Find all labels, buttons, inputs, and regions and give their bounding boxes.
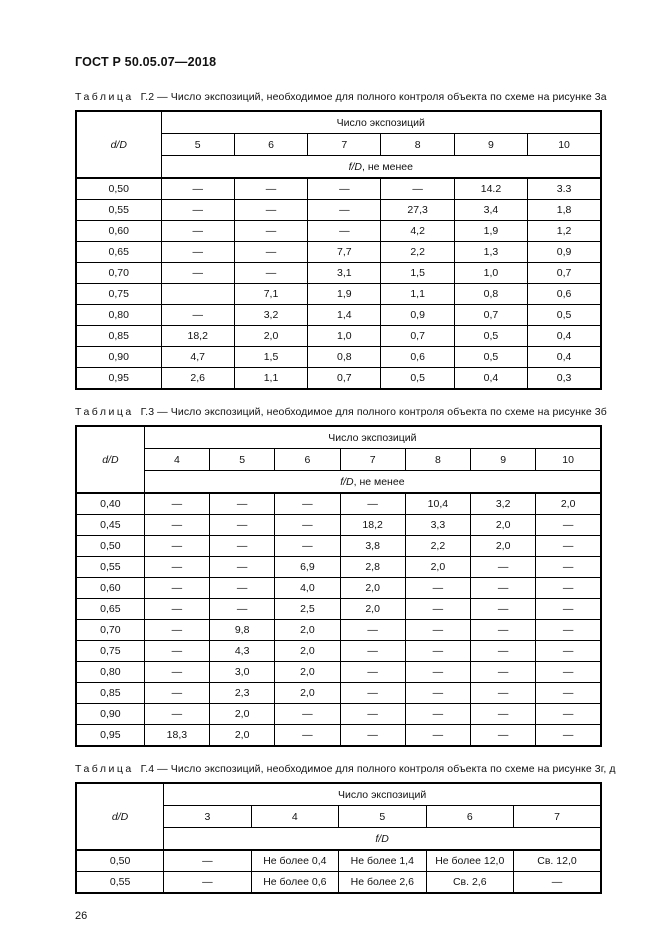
- table-row: [76, 368, 601, 390]
- table-cell: —: [405, 641, 470, 662]
- table-cell: —: [536, 620, 601, 641]
- table-row: [76, 493, 601, 515]
- row-header: 0,85: [76, 683, 144, 704]
- table-cell: —: [210, 515, 275, 536]
- table-cell: —: [405, 578, 470, 599]
- table-cell: —: [234, 263, 307, 284]
- table-cell: 4,7: [161, 347, 234, 368]
- subheader: f/D, не менее: [144, 471, 601, 494]
- table-cell: 2,0: [340, 599, 405, 620]
- table-caption-g2: [75, 91, 607, 103]
- column-header: 6: [275, 449, 340, 471]
- table-cell: —: [471, 620, 536, 641]
- row-header: 0,60: [76, 578, 144, 599]
- table-cell: —: [144, 599, 209, 620]
- table-cell: —: [536, 515, 601, 536]
- row-header: 0,75: [76, 284, 161, 305]
- table-cell: Не более 2,6: [339, 872, 426, 894]
- table-cell: —: [536, 662, 601, 683]
- column-header: 4: [144, 449, 209, 471]
- table-row: [76, 515, 601, 536]
- table-cell: —: [275, 704, 340, 725]
- table-cell: —: [144, 515, 209, 536]
- table-cell: —: [405, 620, 470, 641]
- table-row: [76, 872, 601, 894]
- table-cell: 1,9: [454, 221, 527, 242]
- table-g3: [75, 425, 602, 747]
- table-cell: —: [405, 725, 470, 747]
- table-cell: Не более 0,6: [251, 872, 338, 894]
- table-cell: 3,1: [308, 263, 381, 284]
- table-cell: —: [144, 683, 209, 704]
- row-header: 0,50: [76, 178, 161, 200]
- table-cell: —: [275, 536, 340, 557]
- table-cell: [161, 284, 234, 305]
- table-cell: 1,5: [381, 263, 454, 284]
- table-cell: 1,5: [234, 347, 307, 368]
- row-header: 0,70: [76, 263, 161, 284]
- subheader: f/D: [164, 828, 601, 851]
- column-header: 7: [513, 806, 601, 828]
- table-cell: —: [210, 578, 275, 599]
- caption-text: Г.2 — Число экспозиций, необходимое для полного контроля объекта по схеме на рисунке 3а: [140, 91, 607, 103]
- table-cell: 1,4: [308, 305, 381, 326]
- row-header: 0,50: [76, 850, 164, 872]
- table-cell: 3.3: [528, 178, 601, 200]
- table-cell: 0,8: [308, 347, 381, 368]
- table-cell: —: [471, 704, 536, 725]
- table-section-g3: [75, 406, 607, 747]
- subheader: f/D, не менее: [161, 156, 601, 179]
- column-header: 5: [339, 806, 426, 828]
- table-cell: Св. 2,6: [426, 872, 513, 894]
- table-cell: —: [308, 200, 381, 221]
- table-cell: —: [144, 641, 209, 662]
- table-cell: 0,9: [528, 242, 601, 263]
- table-cell: —: [161, 263, 234, 284]
- row-header: 0,90: [76, 347, 161, 368]
- table-cell: —: [234, 178, 307, 200]
- table-cell: —: [210, 536, 275, 557]
- table-cell: 1,1: [234, 368, 307, 390]
- table-row: [76, 641, 601, 662]
- table-g4: [75, 782, 602, 894]
- table-row: [76, 599, 601, 620]
- table-row: [76, 284, 601, 305]
- page-number: 26: [75, 910, 88, 922]
- row-header: 0,85: [76, 326, 161, 347]
- caption-text: Г.4 — Число экспозиций, необходимое для полного контроля объекта по схеме на рисунке 3г, д: [140, 763, 616, 775]
- table-cell: 1,8: [528, 200, 601, 221]
- table-cell: 10,4: [405, 493, 470, 515]
- table-row: [76, 725, 601, 747]
- row-header: 0,55: [76, 557, 144, 578]
- table-cell: —: [210, 599, 275, 620]
- table-cell: 2,3: [210, 683, 275, 704]
- table-cell: 0,4: [454, 368, 527, 390]
- table-cell: —: [161, 200, 234, 221]
- table-cell: —: [536, 536, 601, 557]
- table-cell: 0,7: [454, 305, 527, 326]
- table-cell: 2,0: [275, 662, 340, 683]
- column-header: 5: [161, 134, 234, 156]
- table-cell: 2,0: [275, 620, 340, 641]
- table-cell: 1,0: [308, 326, 381, 347]
- table-cell: —: [210, 557, 275, 578]
- row-header: 0,70: [76, 620, 144, 641]
- table-cell: —: [144, 536, 209, 557]
- table-row: [76, 662, 601, 683]
- column-header: 8: [405, 449, 470, 471]
- table-cell: 1,3: [454, 242, 527, 263]
- table-cell: —: [164, 872, 251, 894]
- row-header: 0,65: [76, 242, 161, 263]
- row-header: 0,55: [76, 200, 161, 221]
- table-cell: 3,8: [340, 536, 405, 557]
- table-cell: 2,8: [340, 557, 405, 578]
- table-row: [76, 620, 601, 641]
- table-cell: 2,0: [275, 683, 340, 704]
- table-cell: 0,6: [528, 284, 601, 305]
- table-cell: —: [275, 493, 340, 515]
- table-cell: —: [536, 557, 601, 578]
- table-cell: 2,2: [405, 536, 470, 557]
- table-cell: 2,0: [471, 515, 536, 536]
- row-header: 0,60: [76, 221, 161, 242]
- table-cell: 0,7: [308, 368, 381, 390]
- table-cell: —: [144, 493, 209, 515]
- row-header: 0,75: [76, 641, 144, 662]
- table-cell: 0,6: [381, 347, 454, 368]
- table-cell: 18,2: [340, 515, 405, 536]
- table-caption-g4: [75, 763, 616, 775]
- table-cell: —: [234, 242, 307, 263]
- table-cell: 2,0: [471, 536, 536, 557]
- table-cell: 1,9: [308, 284, 381, 305]
- table-cell: —: [405, 599, 470, 620]
- table-cell: —: [536, 599, 601, 620]
- table-row: [76, 221, 601, 242]
- table-caption-g3: [75, 406, 607, 418]
- table-cell: —: [405, 662, 470, 683]
- table-row: [76, 850, 601, 872]
- table-cell: 18,3: [144, 725, 209, 747]
- column-header: 3: [164, 806, 251, 828]
- table-cell: 2,6: [161, 368, 234, 390]
- document-title: ГОСТ Р 50.05.07—2018: [75, 55, 217, 69]
- table-cell: 3,3: [405, 515, 470, 536]
- column-header: 7: [340, 449, 405, 471]
- table-cell: —: [144, 704, 209, 725]
- table-cell: 0,9: [381, 305, 454, 326]
- table-cell: —: [144, 557, 209, 578]
- table-cell: 2,0: [536, 493, 601, 515]
- table-cell: 1,1: [381, 284, 454, 305]
- table-cell: —: [536, 578, 601, 599]
- table-cell: 0,4: [528, 326, 601, 347]
- table-cell: 0,4: [528, 347, 601, 368]
- group-header: Число экспозиций: [164, 783, 601, 806]
- table-cell: Не более 12,0: [426, 850, 513, 872]
- table-cell: —: [234, 200, 307, 221]
- table-cell: —: [405, 683, 470, 704]
- row-header: 0,40: [76, 493, 144, 515]
- table-cell: —: [210, 493, 275, 515]
- table-cell: —: [340, 683, 405, 704]
- table-cell: —: [340, 493, 405, 515]
- table-cell: 18,2: [161, 326, 234, 347]
- table-cell: —: [164, 850, 251, 872]
- table-row: [76, 557, 601, 578]
- table-cell: 0,5: [528, 305, 601, 326]
- row-header: 0,55: [76, 872, 164, 894]
- table-cell: 3,4: [454, 200, 527, 221]
- table-cell: 3,2: [471, 493, 536, 515]
- table-row: [76, 178, 601, 200]
- table-cell: —: [161, 178, 234, 200]
- group-header: Число экспозиций: [144, 426, 601, 449]
- table-row: [76, 200, 601, 221]
- table-row: [76, 326, 601, 347]
- row-header: 0,50: [76, 536, 144, 557]
- row-header: 0,95: [76, 368, 161, 390]
- column-header: 5: [210, 449, 275, 471]
- table-cell: 0,5: [381, 368, 454, 390]
- table-cell: —: [471, 725, 536, 747]
- table-cell: 1,2: [528, 221, 601, 242]
- table-cell: —: [234, 221, 307, 242]
- table-row: [76, 263, 601, 284]
- table-g2: [75, 110, 602, 390]
- column-header: 8: [381, 134, 454, 156]
- table-cell: 0,7: [381, 326, 454, 347]
- row-header: 0,95: [76, 725, 144, 747]
- table-section-g2: [75, 91, 607, 390]
- column-header: 4: [251, 806, 338, 828]
- corner-header: d/D: [76, 111, 161, 178]
- table-cell: —: [144, 662, 209, 683]
- table-cell: 2,0: [340, 578, 405, 599]
- table-cell: 7,1: [234, 284, 307, 305]
- table-cell: 0,5: [454, 347, 527, 368]
- table-cell: 3,2: [234, 305, 307, 326]
- table-cell: 14.2: [454, 178, 527, 200]
- table-cell: —: [340, 725, 405, 747]
- table-cell: —: [513, 872, 601, 894]
- table-cell: —: [405, 704, 470, 725]
- table-cell: —: [471, 578, 536, 599]
- table-cell: 2,0: [210, 704, 275, 725]
- column-header: 9: [471, 449, 536, 471]
- column-header: 6: [234, 134, 307, 156]
- table-cell: 4,0: [275, 578, 340, 599]
- table-cell: —: [161, 305, 234, 326]
- table-cell: Не более 0,4: [251, 850, 338, 872]
- table-cell: 9,8: [210, 620, 275, 641]
- table-cell: 1,0: [454, 263, 527, 284]
- column-header: 9: [454, 134, 527, 156]
- table-cell: 27,3: [381, 200, 454, 221]
- table-cell: —: [471, 557, 536, 578]
- group-header: Число экспозиций: [161, 111, 601, 134]
- table-cell: —: [536, 704, 601, 725]
- table-cell: 2,0: [234, 326, 307, 347]
- table-cell: Не более 1,4: [339, 850, 426, 872]
- table-cell: —: [471, 662, 536, 683]
- corner-header: d/D: [76, 783, 164, 850]
- table-cell: 2,2: [381, 242, 454, 263]
- table-cell: 0,5: [454, 326, 527, 347]
- table-cell: 2,0: [275, 641, 340, 662]
- table-cell: —: [381, 178, 454, 200]
- table-row: [76, 704, 601, 725]
- table-cell: —: [340, 620, 405, 641]
- table-cell: —: [308, 178, 381, 200]
- column-header: 6: [426, 806, 513, 828]
- caption-word: Таблица: [75, 763, 134, 775]
- table-row: [76, 347, 601, 368]
- table-cell: —: [471, 599, 536, 620]
- row-header: 0,65: [76, 599, 144, 620]
- corner-header: d/D: [76, 426, 144, 493]
- table-cell: 2,5: [275, 599, 340, 620]
- table-cell: 2,0: [210, 725, 275, 747]
- column-header: 10: [528, 134, 601, 156]
- table-cell: —: [144, 578, 209, 599]
- table-cell: —: [275, 725, 340, 747]
- table-section-g4: [75, 763, 616, 894]
- table-cell: —: [536, 683, 601, 704]
- table-cell: —: [161, 221, 234, 242]
- table-cell: 0,7: [528, 263, 601, 284]
- table-cell: —: [340, 704, 405, 725]
- table-cell: —: [536, 641, 601, 662]
- row-header: 0,80: [76, 662, 144, 683]
- table-row: [76, 578, 601, 599]
- table-cell: 0,3: [528, 368, 601, 390]
- table-row: [76, 242, 601, 263]
- row-header: 0,45: [76, 515, 144, 536]
- table-row: [76, 305, 601, 326]
- table-cell: 3,0: [210, 662, 275, 683]
- table-cell: 4,2: [381, 221, 454, 242]
- caption-text: Г.3 — Число экспозиций, необходимое для полного контроля объекта по схеме на рисунке 3б: [140, 406, 607, 418]
- table-cell: 4,3: [210, 641, 275, 662]
- table-cell: 0,8: [454, 284, 527, 305]
- table-cell: —: [471, 641, 536, 662]
- column-header: 10: [536, 449, 601, 471]
- table-cell: —: [275, 515, 340, 536]
- table-row: [76, 683, 601, 704]
- table-cell: —: [161, 242, 234, 263]
- caption-word: Таблица: [75, 406, 134, 418]
- table-cell: —: [308, 221, 381, 242]
- table-cell: —: [471, 683, 536, 704]
- table-row: [76, 536, 601, 557]
- table-cell: 7,7: [308, 242, 381, 263]
- table-cell: Св. 12,0: [513, 850, 601, 872]
- table-cell: —: [340, 662, 405, 683]
- column-header: 7: [308, 134, 381, 156]
- row-header: 0,80: [76, 305, 161, 326]
- table-cell: —: [340, 641, 405, 662]
- table-cell: 2,0: [405, 557, 470, 578]
- table-cell: 6,9: [275, 557, 340, 578]
- row-header: 0,90: [76, 704, 144, 725]
- table-cell: —: [536, 725, 601, 747]
- caption-word: Таблица: [75, 91, 134, 103]
- table-cell: —: [144, 620, 209, 641]
